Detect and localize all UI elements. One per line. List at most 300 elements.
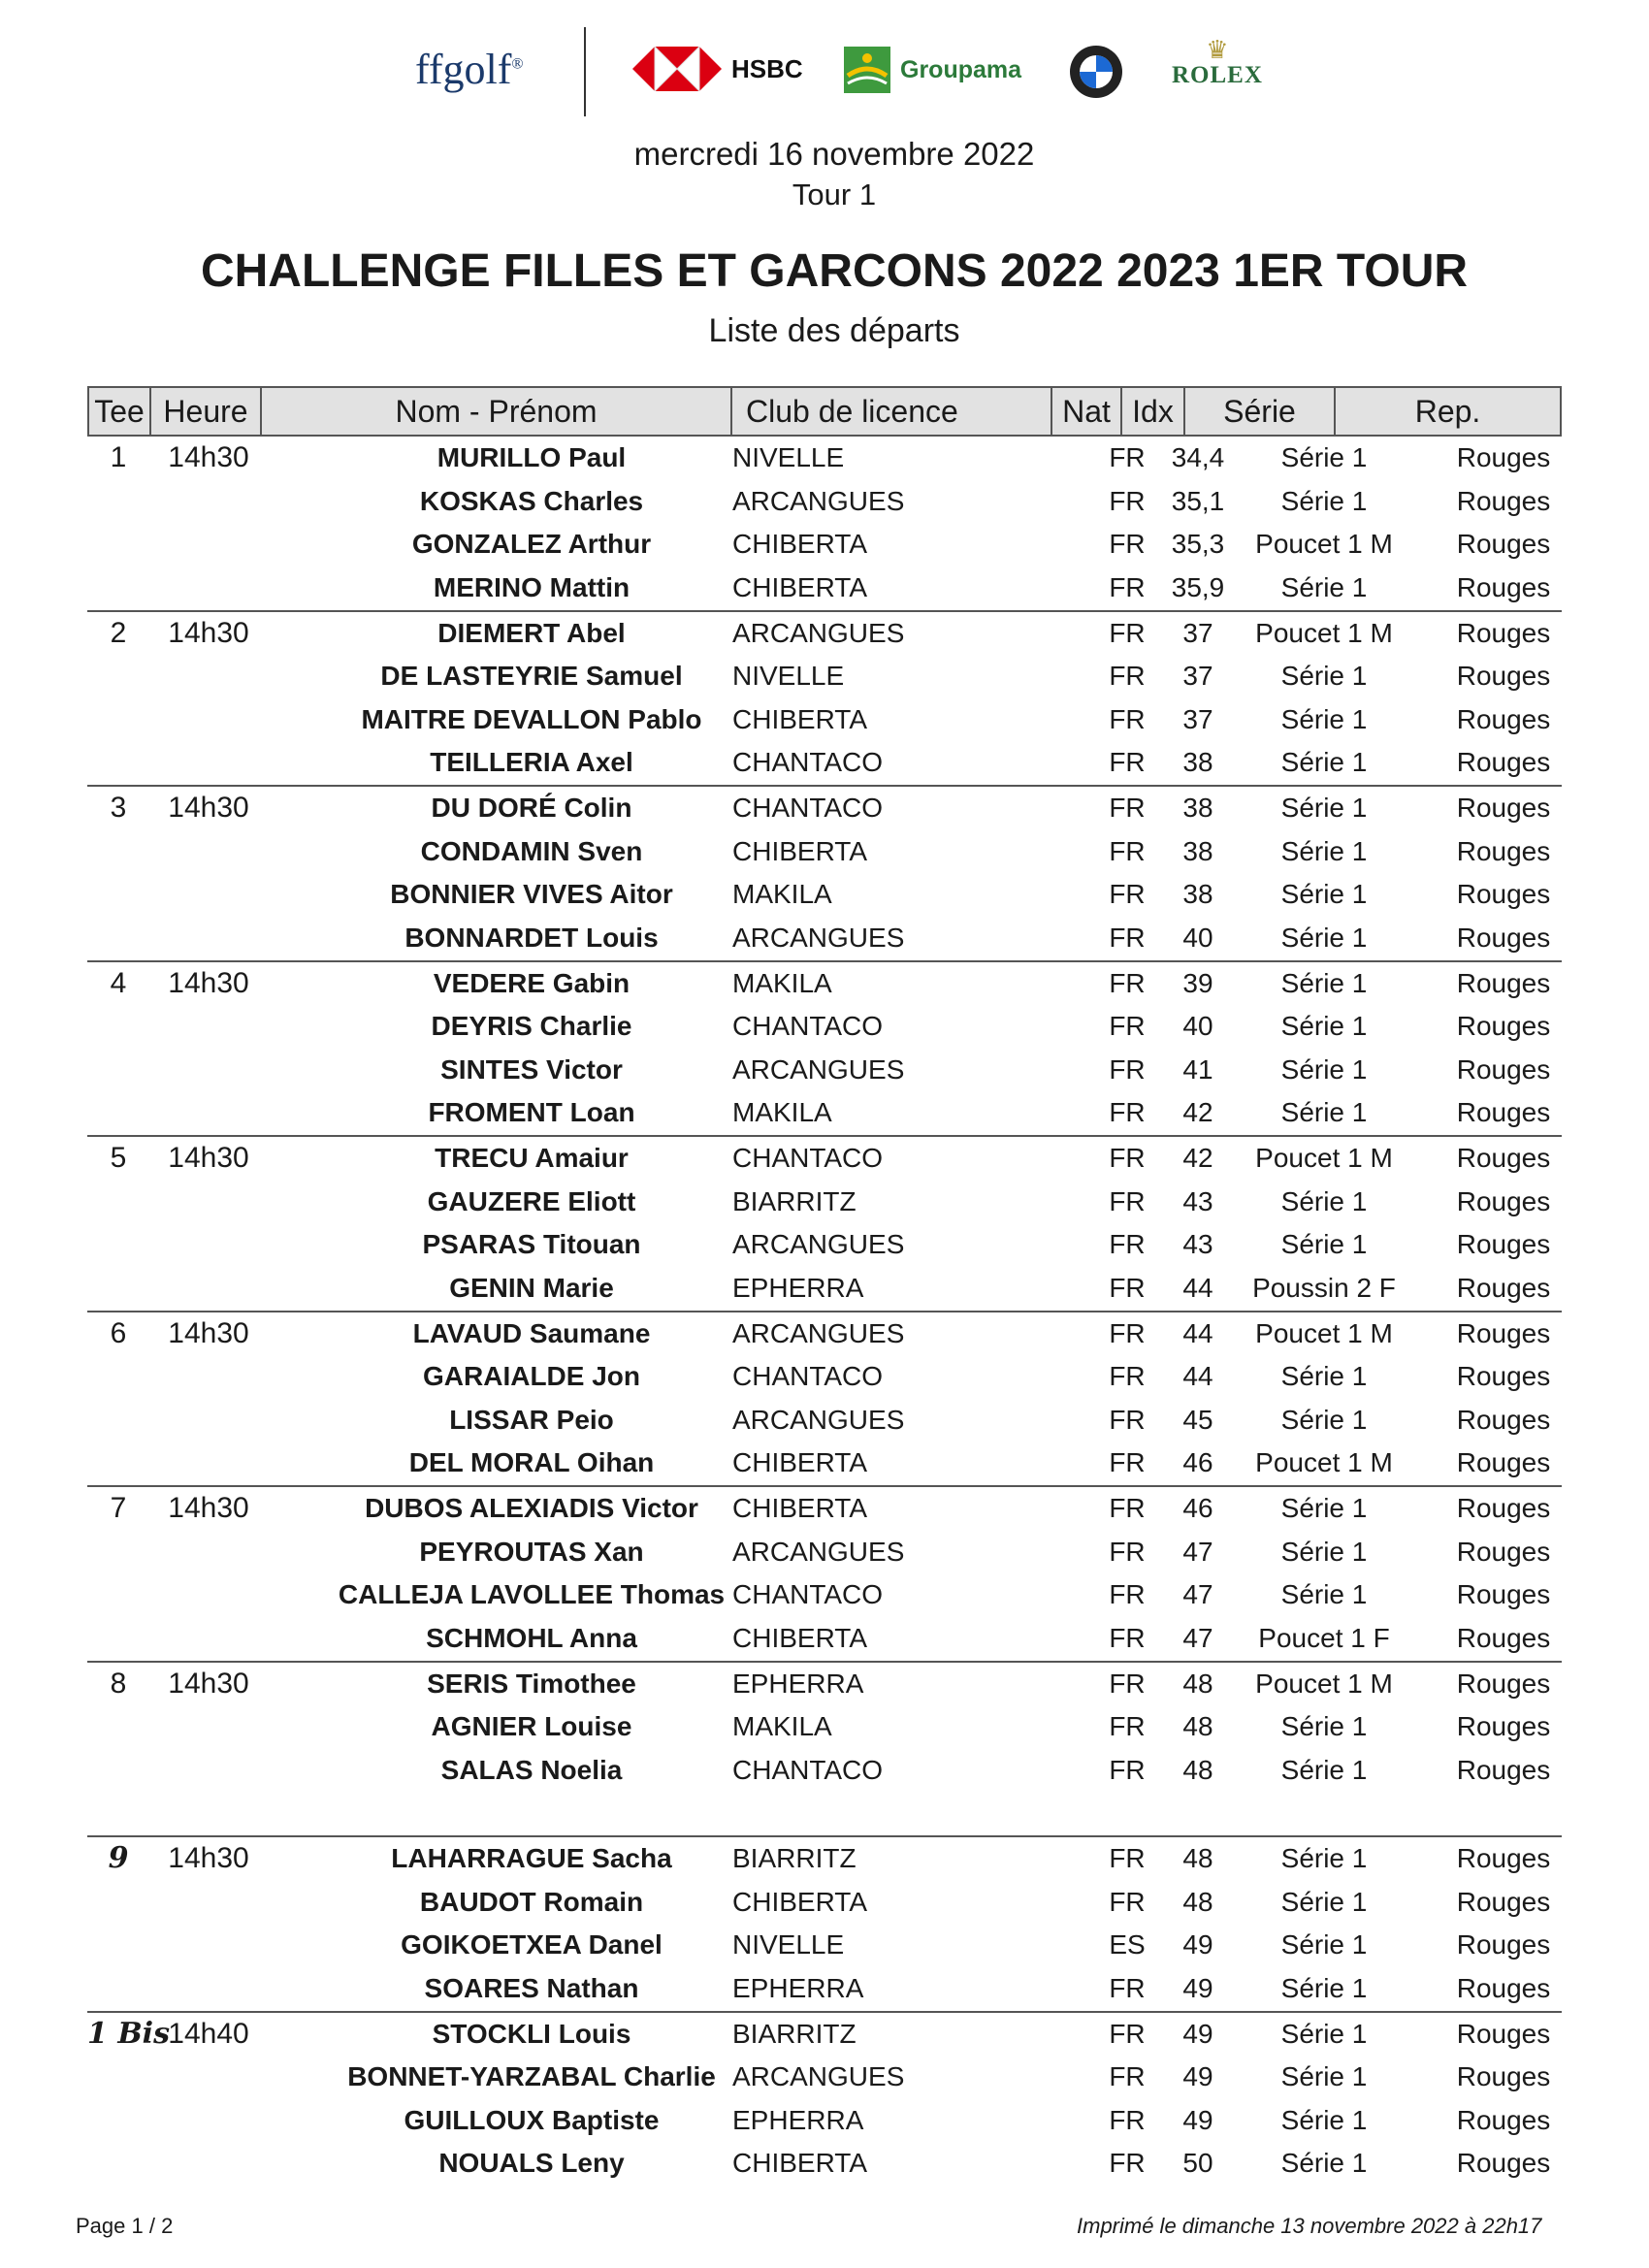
club-cell: NIVELLE [732,1929,845,1960]
table-body [87,437,1562,2186]
table-row [87,1091,1562,1135]
event-date: mercredi 16 novembre 2022 [633,136,1035,172]
serie-cell: Série 1 [1280,1361,1368,1392]
club-cell: MAKILA [732,1097,832,1128]
serie-cell: Poucet 1 M [1255,529,1393,560]
serie-cell: Série 1 [1280,442,1368,472]
club-cell: ARCANGUES [732,617,905,648]
idx-cell: 43 [1182,1229,1213,1260]
serie-cell: Poucet 1 M [1255,1447,1393,1478]
serie-cell: Série 1 [1280,1229,1368,1260]
col-tee: Tee [89,388,151,435]
nat-cell: FR [1109,1972,1146,2003]
player-name-cell: CALLEJA LAVOLLEE Thomas [338,1579,726,1610]
nat-cell: FR [1109,1053,1146,1085]
rep-cell: Rouges [1456,1668,1551,1699]
serie-cell: Série 1 [1280,2018,1368,2049]
rep-cell: Rouges [1456,1317,1551,1348]
idx-cell: 49 [1182,2104,1213,2135]
serie-cell: Série 1 [1280,1493,1368,1523]
table-row [87,437,1562,480]
rep-cell: Rouges [1456,1886,1551,1917]
player-name-cell: LISSAR Peio [449,1404,614,1435]
nat-cell: FR [1109,617,1146,648]
serie-cell: Série 1 [1280,747,1368,778]
player-name-cell: PSARAS Titouan [422,1229,641,1260]
nat-cell: FR [1109,2104,1146,2135]
club-cell: CHIBERTA [732,1493,867,1523]
nat-cell: FR [1109,1622,1146,1653]
table-row [87,1312,1562,1356]
club-cell: CHIBERTA [732,1622,867,1653]
club-cell: EPHERRA [732,1668,864,1699]
nat-cell: FR [1109,1361,1146,1392]
player-name-cell: NOUALS Leny [438,2148,625,2179]
tee-group [87,2011,1562,2187]
player-name-cell: AGNIER Louise [431,1711,632,1742]
club-cell: BIARRITZ [732,1843,857,1873]
rep-cell: Rouges [1456,1972,1551,2003]
idx-cell: 41 [1182,1053,1213,1085]
serie-cell: Série 1 [1280,661,1368,692]
idx-cell: 35,1 [1171,485,1225,516]
serie-cell: Série 1 [1280,1404,1368,1435]
sponsor-bar [0,19,1649,126]
table-row [87,612,1562,656]
tee-cell: 6 [110,1316,127,1349]
serie-cell: Série 1 [1280,1097,1368,1128]
player-name-cell: TRECU Amaiur [435,1143,629,1173]
club-cell: ARCANGUES [732,1317,905,1348]
club-cell: CHIBERTA [732,835,867,866]
rep-cell: Rouges [1456,1361,1551,1392]
nat-cell: FR [1109,1272,1146,1303]
serie-cell: Série 1 [1280,703,1368,734]
table-row [87,1837,1562,1881]
serie-cell: Série 1 [1280,1711,1368,1742]
idx-cell: 50 [1182,2148,1213,2179]
tee-group [87,960,1562,1136]
nat-cell: FR [1109,529,1146,560]
rep-cell: Rouges [1456,529,1551,560]
table-row [87,1881,1562,1925]
club-cell: CHANTACO [732,1143,884,1173]
serie-cell: Poucet 1 M [1255,1317,1393,1348]
club-cell: ARCANGUES [732,1536,905,1567]
table-row [87,1924,1562,1967]
rep-cell: Rouges [1456,967,1551,998]
club-cell: CHANTACO [732,1011,884,1042]
serie-cell: Série 1 [1280,922,1368,953]
idx-cell: 42 [1182,1097,1213,1128]
rep-cell: Rouges [1456,1053,1551,1085]
club-cell: EPHERRA [732,2104,864,2135]
rep-cell: Rouges [1456,747,1551,778]
idx-cell: 48 [1182,1668,1213,1699]
table-row [87,1967,1562,2011]
idx-cell: 44 [1182,1361,1213,1392]
player-name-cell: LAVAUD Saumane [412,1317,651,1348]
player-name-cell: MURILLO Paul [436,442,627,472]
table-row [87,2142,1562,2186]
serie-cell: Série 1 [1280,1053,1368,1085]
club-cell: BIARRITZ [732,2018,857,2049]
idx-cell: 46 [1182,1493,1213,1523]
idx-cell: 35,9 [1171,571,1225,602]
nat-cell: FR [1109,793,1146,823]
time-cell: 14h30 [168,966,249,999]
player-name-cell: SERIS Timothee [427,1668,636,1699]
idx-cell: 48 [1182,1711,1213,1742]
col-name: Nom - Prénom [262,388,732,435]
idx-cell: 46 [1182,1447,1213,1478]
club-cell: CHANTACO [732,1754,884,1785]
player-name-cell: MAITRE DEVALLON Pablo [361,703,702,734]
player-name-cell: SOARES Nathan [424,1972,639,2003]
nat-cell: FR [1109,1843,1146,1873]
rep-cell: Rouges [1456,793,1551,823]
tee-cell: 3 [110,792,127,824]
player-name-cell: GUILLOUX Baptiste [404,2104,660,2135]
serie-cell: Série 1 [1280,1929,1368,1960]
tee-group [87,610,1562,786]
club-cell: CHIBERTA [732,571,867,602]
table-row [87,655,1562,698]
print-timestamp: Imprimé le dimanche 13 novembre 2022 à 22h17 [1077,2214,1542,2238]
serie-cell: Série 1 [1280,1185,1368,1216]
table-row [87,1137,1562,1181]
player-name-cell: SINTES Victor [440,1053,623,1085]
nat-cell: FR [1109,2061,1146,2092]
club-cell: EPHERRA [732,1972,864,2003]
rep-cell: Rouges [1456,1536,1551,1567]
nat-cell: FR [1109,1447,1146,1478]
table-row [87,480,1562,524]
table-row [87,1663,1562,1706]
nat-cell: FR [1109,1886,1146,1917]
rep-cell: Rouges [1456,835,1551,866]
time-cell: 14h30 [168,1492,249,1524]
rep-cell: Rouges [1456,442,1551,472]
rep-cell: Rouges [1456,1579,1551,1610]
nat-cell: FR [1109,1317,1146,1348]
rep-cell: Rouges [1456,1185,1551,1216]
table-row [87,917,1562,960]
tee-group [87,785,1562,960]
rolex-logo: ♛ ROLEX [1172,35,1263,88]
player-name-cell: MERINO Mattin [433,571,630,602]
idx-cell: 42 [1182,1143,1213,1173]
nat-cell: FR [1109,835,1146,866]
rep-cell: Rouges [1456,1447,1551,1478]
table-row [87,1181,1562,1224]
serie-cell: Série 1 [1280,571,1368,602]
rep-cell: Rouges [1456,617,1551,648]
tee-cell: 2 [110,616,127,649]
idx-cell: 49 [1182,2061,1213,2092]
serie-cell: Série 1 [1280,1011,1368,1042]
serie-cell: Série 1 [1280,1579,1368,1610]
nat-cell: FR [1109,1711,1146,1742]
nat-cell: FR [1109,1011,1146,1042]
player-name-cell: KOSKAS Charles [419,485,644,516]
page-title: CHALLENGE FILLES ET GARCONS 2022 2023 1ER TOUR [200,245,1469,297]
serie-cell: Série 1 [1280,1886,1368,1917]
club-cell: CHANTACO [732,1361,884,1392]
table-row [87,741,1562,785]
time-cell: 14h40 [168,2017,249,2050]
serie-cell: Poucet 1 M [1255,1143,1393,1173]
club-cell: CHIBERTA [732,2148,867,2179]
tee-cell: 4 [110,966,127,999]
serie-cell: Série 1 [1280,793,1368,823]
table-row [87,1399,1562,1442]
idx-cell: 45 [1182,1404,1213,1435]
player-name-cell: GARAIALDE Jon [423,1361,640,1392]
nat-cell: FR [1109,1185,1146,1216]
club-cell: ARCANGUES [732,1229,905,1260]
table-row [87,1749,1562,1793]
table-row [87,1531,1562,1574]
club-cell: CHANTACO [732,793,884,823]
idx-cell: 49 [1182,1972,1213,2003]
nat-cell: FR [1109,442,1146,472]
player-name-cell: DUBOS ALEXIADIS Victor [365,1493,698,1523]
time-cell: 14h30 [168,1142,249,1174]
nat-cell: FR [1109,747,1146,778]
tee-group [87,1485,1562,1661]
rep-cell: Rouges [1456,2148,1551,2179]
tee-cell: 1 [110,441,127,473]
rep-cell: Rouges [1456,922,1551,953]
club-cell: ARCANGUES [732,922,905,953]
idx-cell: 43 [1182,1185,1213,1216]
nat-cell: FR [1109,967,1146,998]
idx-cell: 38 [1182,747,1213,778]
table-row [87,698,1562,742]
nat-cell: FR [1109,1229,1146,1260]
player-name-cell: GOIKOETXEA Danel [401,1929,663,1960]
player-name-cell: DU DORÉ Colin [431,793,632,823]
tee-cell: 7 [110,1492,127,1524]
col-time: Heure [151,388,262,435]
rep-cell: Rouges [1456,2104,1551,2135]
idx-cell: 48 [1182,1843,1213,1873]
time-cell: 14h30 [168,792,249,824]
idx-cell: 37 [1182,617,1213,648]
idx-cell: 38 [1182,835,1213,866]
tee-cell: 9 [108,1841,129,1875]
rep-cell: Rouges [1456,1622,1551,1653]
tee-group [87,1661,1562,1836]
club-cell: CHIBERTA [732,703,867,734]
nat-cell: FR [1109,1493,1146,1523]
rep-cell: Rouges [1456,661,1551,692]
table-row [87,523,1562,567]
table-row [87,2056,1562,2099]
nat-cell: FR [1109,2018,1146,2049]
idx-cell: 44 [1182,1272,1213,1303]
nat-cell: FR [1109,922,1146,953]
serie-cell: Série 1 [1280,967,1368,998]
idx-cell: 44 [1182,1317,1213,1348]
serie-cell: Série 1 [1280,485,1368,516]
club-cell: NIVELLE [732,661,845,692]
serie-cell: Série 1 [1280,2148,1368,2179]
player-name-cell: DIEMERT Abel [437,617,626,648]
time-cell: 14h30 [168,616,249,649]
serie-cell: Poucet 1 M [1255,617,1393,648]
idx-cell: 38 [1182,879,1213,910]
serie-cell: Série 1 [1280,2104,1368,2135]
serie-cell: Poucet 1 M [1255,1668,1393,1699]
serie-cell: Série 1 [1280,1972,1368,2003]
idx-cell: 48 [1182,1886,1213,1917]
nat-cell: FR [1109,661,1146,692]
table-row [87,1573,1562,1617]
player-name-cell: LAHARRAGUE Sacha [391,1843,672,1873]
idx-cell: 49 [1182,1929,1213,1960]
time-cell: 14h30 [168,1316,249,1349]
club-cell: ARCANGUES [732,1053,905,1085]
table-row [87,1267,1562,1311]
club-cell: MAKILA [732,1711,832,1742]
player-name-cell: DE LASTEYRIE Samuel [380,661,683,692]
ffgolf-logo: ffgolf® [415,46,524,93]
table-row [87,1487,1562,1531]
table-row [87,1005,1562,1049]
player-name-cell: PEYROUTAS Xan [419,1536,644,1567]
serie-cell: Série 1 [1280,1754,1368,1785]
groupama-logo: Groupama [844,47,1021,93]
tee-cell: 5 [110,1142,127,1174]
idx-cell: 34,4 [1171,442,1225,472]
player-name-cell: DEYRIS Charlie [431,1011,632,1042]
hsbc-hexagon-icon [632,47,722,91]
logo-divider [584,27,586,116]
idx-cell: 48 [1182,1754,1213,1785]
idx-cell: 47 [1182,1622,1213,1653]
rep-cell: Rouges [1456,2018,1551,2049]
rep-cell: Rouges [1456,703,1551,734]
nat-cell: FR [1109,571,1146,602]
player-name-cell: CONDAMIN Sven [420,835,643,866]
nat-cell: FR [1109,1404,1146,1435]
club-cell: ARCANGUES [732,1404,905,1435]
rep-cell: Rouges [1456,879,1551,910]
serie-cell: Série 1 [1280,879,1368,910]
tee-cell: 8 [110,1667,127,1700]
idx-cell: 49 [1182,2018,1213,2049]
nat-cell: FR [1109,1579,1146,1610]
time-cell: 14h30 [168,441,249,473]
serie-cell: Série 1 [1280,2061,1368,2092]
tee-group [87,437,1562,610]
table-row [87,2013,1562,2057]
club-cell: MAKILA [732,879,832,910]
player-name-cell: SCHMOHL Anna [426,1622,637,1653]
club-cell: NIVELLE [732,442,845,472]
club-cell: CHIBERTA [732,529,867,560]
player-name-cell: BAUDOT Romain [419,1886,644,1917]
club-cell: MAKILA [732,967,832,998]
table-row [87,830,1562,874]
club-cell: CHIBERTA [732,1447,867,1478]
club-cell: ARCANGUES [732,485,905,516]
rep-cell: Rouges [1456,1097,1551,1128]
player-name-cell: GAUZERE Eliott [427,1185,636,1216]
table-row [87,787,1562,830]
player-name-cell: GENIN Marie [449,1272,614,1303]
idx-cell: 40 [1182,922,1213,953]
col-nat: Nat [1052,388,1122,435]
table-row [87,567,1562,610]
nat-cell: FR [1109,703,1146,734]
club-cell: EPHERRA [732,1272,864,1303]
table-row [87,873,1562,917]
tee-group [87,1835,1562,2011]
tee-cell: 1 Bis [87,2016,170,2051]
player-name-cell: GONZALEZ Arthur [411,529,652,560]
nat-cell: FR [1109,2148,1146,2179]
idx-cell: 37 [1182,661,1213,692]
serie-cell: Série 1 [1280,835,1368,866]
serie-cell: Série 1 [1280,1536,1368,1567]
serie-cell: Poussin 2 F [1252,1272,1396,1303]
crown-icon: ♛ [1206,35,1229,64]
player-name-cell: BONNIER VIVES Aitor [390,879,673,910]
round-label: Tour 1 [792,178,877,211]
club-cell: BIARRITZ [732,1185,857,1216]
rep-cell: Rouges [1456,1404,1551,1435]
time-cell: 14h30 [168,1842,249,1874]
table-row [87,1223,1562,1267]
nat-cell: FR [1109,1754,1146,1785]
nat-cell: FR [1109,1143,1146,1173]
player-name-cell: BONNARDET Louis [404,922,659,953]
player-name-cell: TEILLERIA Axel [430,747,633,778]
table-row [87,962,1562,1006]
start-list-table [87,386,1562,2186]
nat-cell: FR [1109,485,1146,516]
player-name-cell: DEL MORAL Oihan [408,1447,655,1478]
idx-cell: 37 [1182,703,1213,734]
rep-cell: Rouges [1456,485,1551,516]
nat-cell: FR [1109,1536,1146,1567]
idx-cell: 38 [1182,793,1213,823]
player-name-cell: VEDERE Gabin [433,967,630,998]
rep-cell: Rouges [1456,1929,1551,1960]
rep-cell: Rouges [1456,571,1551,602]
rep-cell: Rouges [1456,1493,1551,1523]
serie-cell: Poucet 1 F [1258,1622,1390,1653]
idx-cell: 35,3 [1171,529,1225,560]
table-row [87,2099,1562,2143]
groupama-field-icon [844,47,890,93]
rep-cell: Rouges [1456,1229,1551,1260]
page-subtitle: Liste des départs [708,312,960,349]
table-row [87,1617,1562,1661]
table-row [87,1442,1562,1485]
player-name-cell: STOCKLI Louis [432,2018,631,2049]
col-serie: Série [1185,388,1336,435]
rep-cell: Rouges [1456,2061,1551,2092]
serie-cell: Série 1 [1280,1843,1368,1873]
player-name-cell: FROMENT Loan [428,1097,635,1128]
col-idx: Idx [1122,388,1185,435]
nat-cell: FR [1109,879,1146,910]
col-rep: Rep. [1414,394,1481,429]
